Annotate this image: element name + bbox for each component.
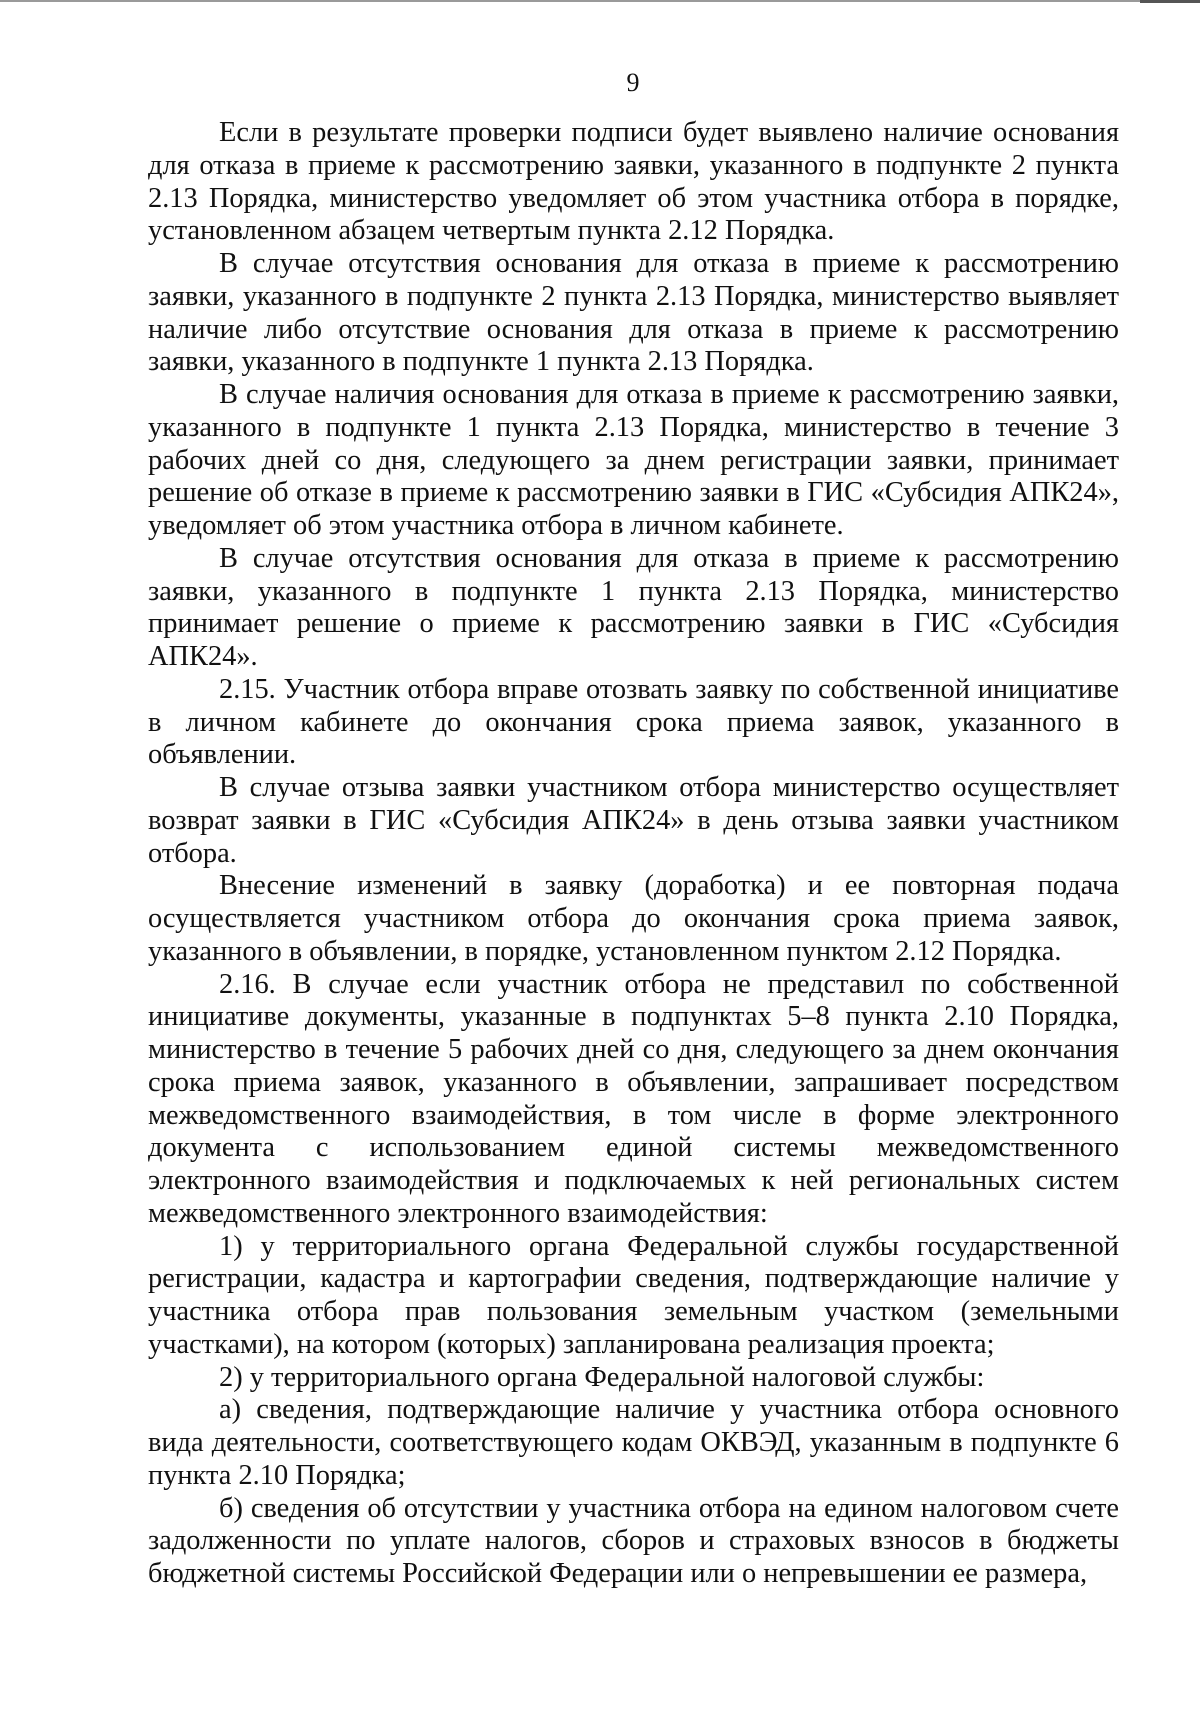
- paragraph: В случае отсутствия основания для отказа в приеме к рассмотрению заявки, указанного в подпункте 1 пункта 2.13 Порядка, министерство принимает решение о приеме к рассмотрению заявки в ГИС «Субсидия АПК24».: [148, 542, 1119, 672]
- paragraph: В случае отзыва заявки участником отбора министерство осуществляет возврат заявки в ГИС «Субсидия АПК24» в день отзыва заявки участником отбора.: [148, 772, 1119, 869]
- paragraph: 2.16. В случае если участник отбора не представил по собственной инициативе документы, указанные в подпунктах 5–8 пункта 2.10 Порядка, министерство в течение 5 рабочих дней со дня, следующего за днем окончания срока приема заявок, указанного в объявлении, запрашивает посредством межведомственного взаимодействия, в том числе в форме электронного документа с использованием единой системы межведомственного электронного взаимодействия и подключаемых к ней региональных систем межведомственного электронного взаимодействия:: [148, 968, 1119, 1229]
- scan-top-border-mark: [1140, 0, 1200, 3]
- paragraph: В случае наличия основания для отказа в приеме к рассмотрению заявки, указанного в подпункте 1 пункта 2.13 Порядка, министерство в течение 3 рабочих дней со дня, следующего за днем регистрации заявки, принимает решение об отказе в приеме к рассмотрению заявки в ГИС «Субсидия АПК24», уведомляет об этом участника отбора в личном кабинете.: [148, 379, 1119, 541]
- paragraph: 2) у территориального органа Федеральной налоговой службы:: [219, 1361, 985, 1393]
- paragraph: а) сведения, подтверждающие наличие у участника отбора основного вида деятельности, соответствующего кодам ОКВЭД, указанным в подпункте 6 пункта 2.10 Порядка;: [148, 1394, 1119, 1491]
- paragraph: б) сведения об отсутствии у участника отбора на едином налоговом счете задолженности по уплате налогов, сборов и страховых взносов в бюджеты бюджетной системы Российской Федерации или о непревышении ее размера,: [148, 1492, 1119, 1589]
- paragraph: 1) у территориального органа Федеральной службы государственной регистрации, кадастра и картографии сведения, подтверждающие наличие у участника отбора прав пользования земельным участком (земельными участками), на котором (которых) запланирована реализация проекта;: [148, 1230, 1119, 1360]
- document-body: [148, 117, 1119, 1591]
- paragraph: Внесение изменений в заявку (доработка) и ее повторная подача осуществляется участником отбора до окончания срока приема заявок, указанного в объявлении, в порядке, установленном пунктом 2.12 Порядка.: [148, 870, 1119, 967]
- page-number: 9: [626, 68, 640, 97]
- paragraph: 2.15. Участник отбора вправе отозвать заявку по собственной инициативе в личном кабинете до окончания срока приема заявок, указанного в объявлении.: [148, 673, 1119, 771]
- paragraph: Если в результате проверки подписи будет выявлено наличие основания для отказа в приеме к рассмотрению заявки, указанного в подпункте 2 пункта 2.13 Порядка, министерство уведомляет об этом участника отбора в порядке, установленном абзацем четвертым пункта 2.12 Порядка.: [148, 117, 1119, 247]
- paragraph: В случае отсутствия основания для отказа в приеме к рассмотрению заявки, указанного в подпункте 2 пункта 2.13 Порядка, министерство выявляет наличие либо отсутствие основания для отказа в приеме к рассмотрению заявки, указанного в подпункте 1 пункта 2.13 Порядка.: [148, 248, 1119, 378]
- scan-top-border: [0, 0, 1200, 2]
